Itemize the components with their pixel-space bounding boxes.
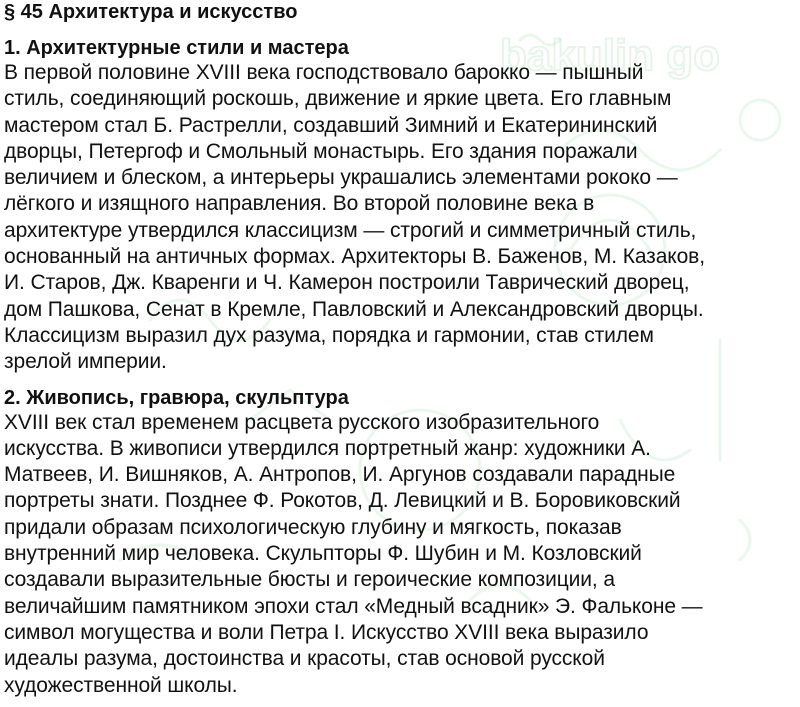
text-line: дом Пашкова, Сенат в Кремле, Павловский и Александровский дворцы. [4,297,704,321]
text-line: мастером стал Б. Растрелли, создавший Зимний и Екатерининский [4,113,658,137]
text-line: Матвеев, И. Вишняков, А. Антропов, И. Аргунов создавали парадные [4,463,676,487]
text-line: величайшим памятником эпохи стал «Медный всадник» Э. Фальконе — [4,594,703,618]
text-line: создавали выразительные бюсты и героические композиции, а [4,568,615,592]
text-line: В первой половине XVIII века господствовало барокко — пышный [4,61,644,84]
text-line: Классицизм выразил дух разума, порядка и гармонии, став стилем [4,323,654,347]
section-text-architecture [4,60,794,376]
watermark-text: bakulin go [500,31,720,80]
text-line: искусства. В живописи утвердился портретный жанр: художники А. [4,436,651,460]
text-line: зрелой империи. [4,350,167,374]
section-architecture [4,36,794,376]
text-line: величием и блеском, а интерьеры украшались элементами рококо — [4,166,678,190]
page-title: § 45 Архитектура и искусство [4,1,298,23]
text-line: придали образам психологическую глубину и мягкость, показав [4,515,622,539]
text-line: стиль, соединяющий роскошь, движение и яркие цвета. Его главным [4,87,672,111]
text-line: И. Старов, Дж. Кваренги и Ч. Камерон построили Таврический дворец, [4,271,690,295]
text-line: дворцы, Петергоф и Смольный монастырь. Его здания поражали [4,139,638,163]
text-line: идеалы разума, достоинства и красоты, став основой русской [4,647,605,671]
section-heading-architecture: 1. Архитектурные стили и мастера [4,37,349,59]
text-line: символ могущества и воли Петра I. Искусство XVIII века выразило [4,620,649,644]
section-text-painting [4,410,794,699]
text-line: лёгкого и изящного направления. Во второй половине века в [4,192,595,216]
section-heading-painting: 2. Живопись, гравюра, скульптура [4,386,349,409]
text-line: XVIII век стал временем расцвета русского изобразительного [4,410,600,434]
text-line: основанный на античных формах. Архитекторы В. Баженов, М. Казаков, [4,245,705,269]
text-line: внутренний мир человека. Скульпторы Ф. Шубин и М. Козловский [4,542,642,566]
text-line: портреты знати. Позднее Ф. Рокотов, Д. Левицкий и В. Боровиковский [4,489,681,513]
text-line: архитектуре утвердился классицизм — строгий и симметричный стиль, [4,218,697,242]
text-line: художественной школы. [4,673,238,697]
section-painting [4,386,794,699]
